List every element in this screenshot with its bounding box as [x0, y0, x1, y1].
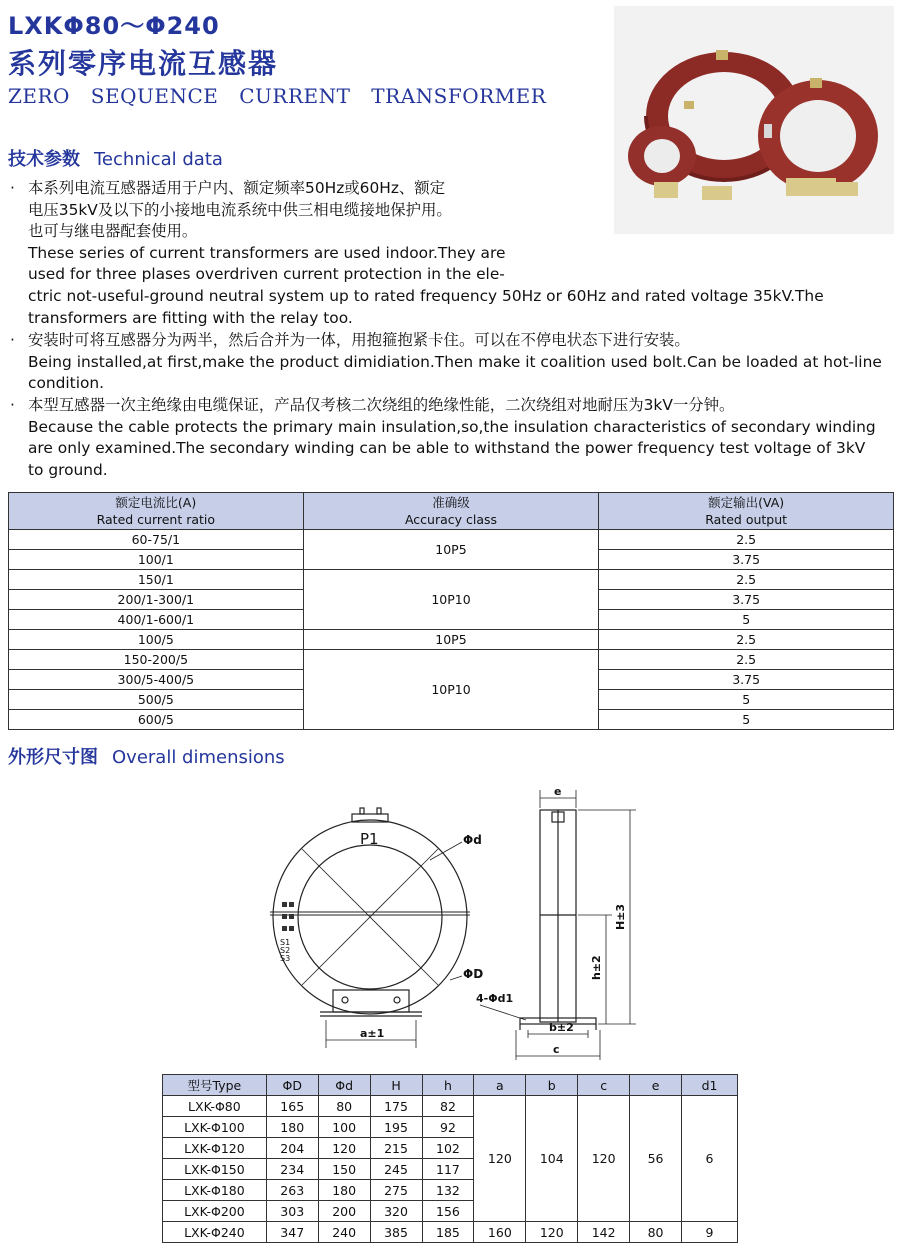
dim-cell: 234	[266, 1159, 318, 1180]
dim-cell: 347	[266, 1222, 318, 1243]
bullet1-en-line: transformers are fitting with the relay too.	[28, 308, 353, 327]
type-cell: LXK-Φ80	[163, 1096, 267, 1117]
header-rated-output: 额定输出(VA) Rated output	[599, 493, 894, 530]
output-cell: 2.5	[599, 570, 894, 590]
bullet-dot: ·	[10, 331, 15, 349]
bullet2-en-line: Being installed,at first,make the product dimidiation.Then make it coalition used bolt.Can be loaded at hot-line	[28, 352, 882, 371]
dim-cell: 120	[526, 1222, 578, 1243]
type-cell: LXK-Φ120	[163, 1138, 267, 1159]
dim-cell: 80	[318, 1096, 370, 1117]
dim-header-cell: ΦD	[266, 1075, 318, 1096]
dimensions-heading-en: Overall dimensions	[112, 747, 285, 768]
bullet-3	[8, 395, 896, 481]
bullet1-cn-line: 本系列电流互感器适用于户内、额定频率50Hz或60Hz、额定	[28, 179, 446, 197]
bullet3-cn-line: 本型互感器一次主绝缘由电缆保证，产品仅考核二次绕组的绝缘性能，二次绕组对地耐压为3kV一分钟。	[28, 396, 735, 414]
ratio-cell: 100/5	[9, 630, 304, 650]
dim-cell: 175	[370, 1096, 422, 1117]
bullet1-cn-line: 也可与继电器配套使用。	[28, 222, 198, 241]
technical-heading-cn: 技术参数	[8, 149, 80, 170]
overall-dimensions-heading	[8, 743, 285, 769]
dim-header-cell: 型号Type	[163, 1075, 267, 1096]
dim-header-row	[163, 1075, 738, 1096]
output-cell: 2.5	[599, 530, 894, 550]
label-hole: 4-Φd1	[476, 992, 514, 1005]
dim-header-cell: d1	[682, 1075, 738, 1096]
table-row	[9, 530, 894, 550]
bullet2-en-line: condition.	[28, 374, 105, 393]
table-row	[163, 1096, 738, 1117]
header-accuracy-class: 准确级 Accuracy class	[303, 493, 599, 530]
label-a: a±1	[360, 1027, 385, 1040]
bullet-1	[8, 178, 896, 329]
bullet1-en-line: ctric not-useful-ground neutral system up to rated frequency 50Hz or 60Hz and rated voltage 35kV.The	[28, 286, 824, 305]
dim-cell: 303	[266, 1201, 318, 1222]
dim-cell: 120	[318, 1138, 370, 1159]
dim-cell: 160	[474, 1222, 526, 1243]
header-rated-current-ratio: 额定电流比(A) Rated current ratio	[9, 493, 304, 530]
shared-e-cell: 56	[630, 1096, 682, 1222]
dim-cell: 245	[370, 1159, 422, 1180]
product-subtitle-cn: 系列零序电流互感器	[8, 47, 279, 80]
bullet3-en-line: to ground.	[28, 460, 108, 479]
dim-cell: 195	[370, 1117, 422, 1138]
shared-c-cell: 120	[578, 1096, 630, 1222]
ratio-cell: 600/5	[9, 710, 304, 730]
dim-header-cell: h	[422, 1075, 474, 1096]
type-cell: LXK-Φ200	[163, 1201, 267, 1222]
dim-cell: 9	[682, 1222, 738, 1243]
dim-cell: 132	[422, 1180, 474, 1201]
terminal-label: S3	[280, 954, 291, 963]
product-subtitle-en: ZERO SEQUENCE CURRENT TRANSFORMER	[8, 84, 547, 108]
dim-cell: 180	[318, 1180, 370, 1201]
class-cell: 10P5	[303, 530, 599, 570]
bullet2-cn-line: 安装时可将互感器分为两半，然后合并为一体，用抱箍抱紧卡住。可以在不停电状态下进行安装。	[28, 331, 690, 349]
ratio-cell: 200/1-300/1	[9, 590, 304, 610]
dim-cell: 102	[422, 1138, 474, 1159]
dim-cell: 215	[370, 1138, 422, 1159]
label-e: e	[554, 785, 562, 798]
dim-header-cell: e	[630, 1075, 682, 1096]
ratio-cell: 60-75/1	[9, 530, 304, 550]
class-cell: 10P10	[303, 650, 599, 730]
terminal-label: S2	[280, 946, 291, 955]
terminal-label: S1	[280, 938, 291, 947]
dim-cell: 165	[266, 1096, 318, 1117]
shared-a-cell: 120	[474, 1096, 526, 1222]
dimension-drawing	[0, 780, 900, 1070]
type-cell: LXK-Φ150	[163, 1159, 267, 1180]
ratio-cell: 150/1	[9, 570, 304, 590]
dimensions-heading-cn: 外形尺寸图	[8, 747, 98, 768]
ratio-cell: 150-200/5	[9, 650, 304, 670]
ratio-cell: 300/5-400/5	[9, 670, 304, 690]
ratio-cell: 400/1-600/1	[9, 610, 304, 630]
label-c: c	[553, 1043, 560, 1056]
output-cell: 3.75	[599, 670, 894, 690]
table-row	[9, 570, 894, 590]
dim-cell: 80	[630, 1222, 682, 1243]
output-cell: 3.75	[599, 590, 894, 610]
table-row	[163, 1222, 738, 1243]
spec-table	[8, 492, 894, 730]
table-row	[9, 650, 894, 670]
dim-header-cell: b	[526, 1075, 578, 1096]
dim-header-cell: c	[578, 1075, 630, 1096]
dim-cell: 180	[266, 1117, 318, 1138]
dim-cell: 200	[318, 1201, 370, 1222]
output-cell: 5	[599, 690, 894, 710]
bullet-2	[8, 330, 896, 395]
type-cell: LXK-Φ240	[163, 1222, 267, 1243]
dimensions-table	[162, 1074, 738, 1243]
output-cell: 5	[599, 610, 894, 630]
output-cell: 2.5	[599, 630, 894, 650]
bullet1-cn-line: 电压35kV及以下的小接地电流系统中供三相电缆接地保护用。	[28, 200, 452, 219]
dim-cell: 204	[266, 1138, 318, 1159]
dim-cell: 82	[422, 1096, 474, 1117]
label-h: h±2	[590, 955, 603, 980]
dim-cell: 100	[318, 1117, 370, 1138]
class-cell: 10P10	[303, 570, 599, 630]
dim-cell: 185	[422, 1222, 474, 1243]
dim-header-cell: Φd	[318, 1075, 370, 1096]
label-phi-d: Φd	[463, 833, 482, 847]
technical-data-heading	[8, 145, 223, 171]
bullet1-en-line: used for three plases overdriven current protection in the ele-	[28, 265, 505, 284]
class-cell: 10P5	[303, 630, 599, 650]
ratio-cell: 500/5	[9, 690, 304, 710]
dim-cell: 156	[422, 1201, 474, 1222]
output-cell: 2.5	[599, 650, 894, 670]
spec-header-row	[9, 493, 894, 530]
product-title: LXKΦ80～Φ240	[8, 12, 220, 40]
dim-cell: 150	[318, 1159, 370, 1180]
shared-d1-cell: 6	[682, 1096, 738, 1222]
dim-cell: 142	[578, 1222, 630, 1243]
label-p1: P1	[360, 830, 379, 848]
label-H: H±3	[614, 903, 627, 930]
table-row	[9, 630, 894, 650]
bullet-dot: ·	[10, 396, 15, 414]
dim-cell: 385	[370, 1222, 422, 1243]
shared-b-cell: 104	[526, 1096, 578, 1222]
bullet3-en-line: Because the cable protects the primary main insulation,so,the insulation characteristics of secondary winding	[28, 417, 876, 436]
dim-header-cell: H	[370, 1075, 422, 1096]
dim-cell: 320	[370, 1201, 422, 1222]
bullet-dot: ·	[10, 179, 15, 197]
dim-cell: 240	[318, 1222, 370, 1243]
label-b: b±2	[549, 1021, 574, 1034]
type-cell: LXK-Φ180	[163, 1180, 267, 1201]
dim-cell: 275	[370, 1180, 422, 1201]
bullet3-en-line: are only examined.The secondary winding can be able to withstand the power frequency test voltage of 3kV	[28, 439, 866, 458]
dim-header-cell: a	[474, 1075, 526, 1096]
ratio-cell: 100/1	[9, 550, 304, 570]
dim-cell: 92	[422, 1117, 474, 1138]
output-cell: 3.75	[599, 550, 894, 570]
label-phi-D: ΦD	[463, 967, 484, 981]
technical-heading-en: Technical data	[94, 149, 223, 170]
dim-cell: 263	[266, 1180, 318, 1201]
output-cell: 5	[599, 710, 894, 730]
type-cell: LXK-Φ100	[163, 1117, 267, 1138]
dim-cell: 117	[422, 1159, 474, 1180]
bullet1-en-line: These series of current transformers are used indoor.They are	[28, 243, 506, 262]
